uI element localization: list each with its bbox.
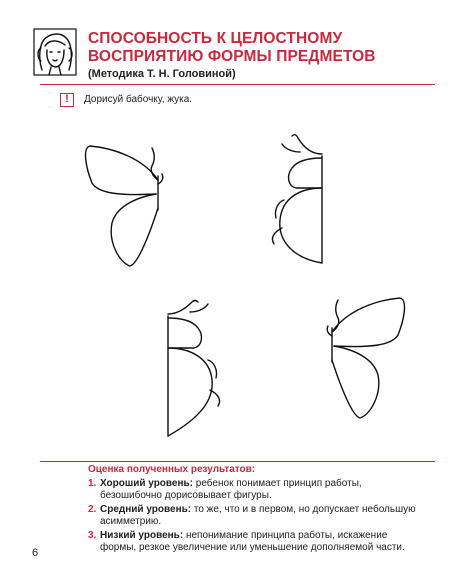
evaluation-levels-list [88,478,423,556]
page-title: СПОСОБНОСТЬ К ЦЕЛОСТНОМУ ВОСПРИЯТИЮ ФОРМЫ ПРЕДМЕТОВ [88,30,376,65]
evaluation-level-low [88,530,423,554]
exclamation-box-icon: ! [60,93,74,107]
girl-face-icon [33,28,77,76]
evaluation-title: Оценка полученных результатов: [88,464,256,475]
level-description: то же, что и в первом, но допускает небольшую асимметрию. [100,504,416,527]
level-label: Низкий уровень: [100,530,184,541]
beetle-half-left-figure [160,298,235,438]
butterfly-half-right-figure [322,290,412,420]
evaluation-level-medium [88,504,423,528]
evaluation-divider [40,461,435,462]
header-divider [40,84,435,85]
page-subtitle: (Методика Т. Н. Головиной) [88,68,236,80]
level-number: 2. [88,504,97,515]
level-description: ребенок понимает принцип работы, безошибочно дорисовывает фигуры. [100,478,362,501]
evaluation-level-good [88,478,423,502]
level-description: непонимание принципа работы, искажение формы, резкое увеличение или уменьшение дополняемой части. [100,530,405,553]
page-number: 6 [32,547,39,559]
task-instruction: Дорисуй бабочку, жука. [84,94,193,105]
level-label: Хороший уровень: [100,478,194,489]
butterfly-half-left-figure [78,138,168,268]
level-number: 1. [88,478,97,489]
level-number: 3. [88,530,97,541]
level-label: Средний уровень: [100,504,192,515]
beetle-half-right-figure [260,128,330,268]
